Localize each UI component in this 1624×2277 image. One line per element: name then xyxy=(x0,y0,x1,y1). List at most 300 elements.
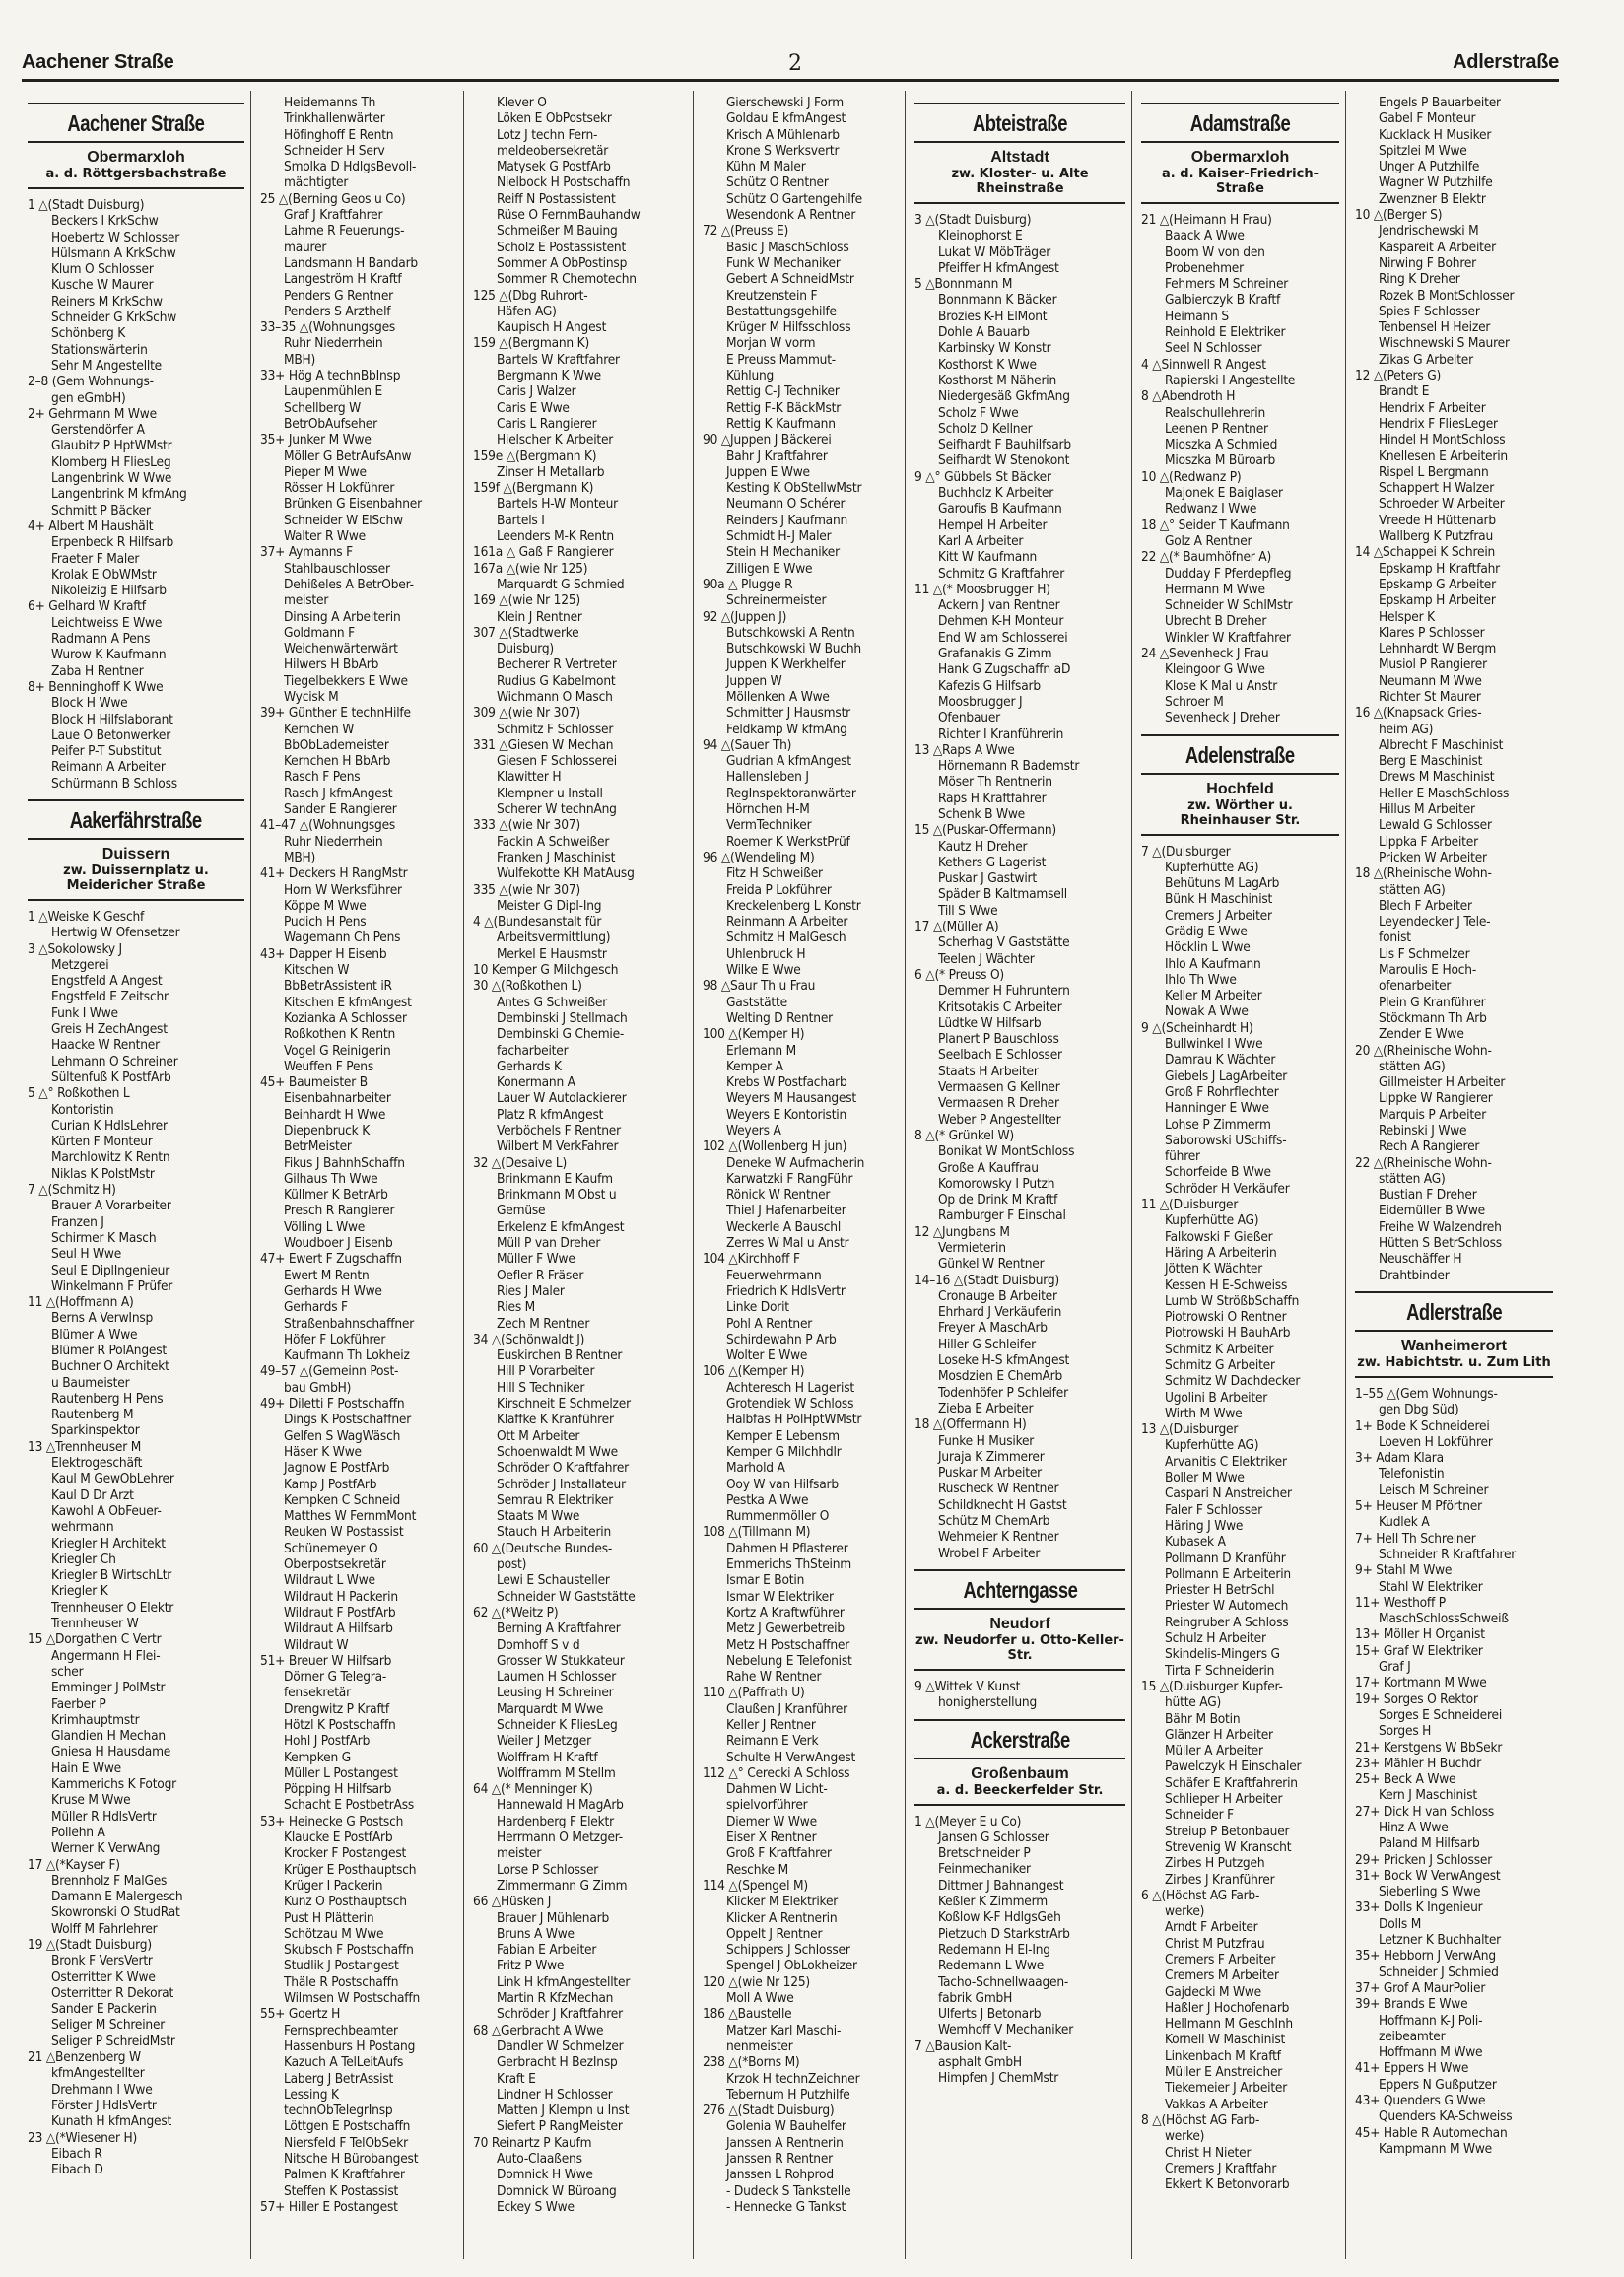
column-1 xyxy=(20,91,250,2269)
directory-entry: 92 △(Juppen J) xyxy=(703,608,787,625)
directory-entry: Gerhards H Wwe xyxy=(284,1282,382,1299)
directory-entry: Reinhold E Elektriker xyxy=(1165,324,1286,341)
directory-entry: fabrik GmbH xyxy=(938,1989,1013,2006)
directory-entry: Semrau R Elektriker xyxy=(497,1491,614,1508)
directory-entry: Raps H Kraftfahrer xyxy=(938,790,1047,806)
directory-entry: Skindelis-Mingers G xyxy=(1165,1646,1280,1663)
directory-entry: Deneke W Aufmacherin xyxy=(726,1154,865,1171)
column-7 xyxy=(1347,91,1559,2269)
directory-entry: Feuerwehrmann xyxy=(726,1267,822,1283)
directory-entry: 15 △(Puskar-Offermann) xyxy=(914,822,1056,839)
directory-entry: 9 △° Gübbels St Bäcker xyxy=(914,468,1051,485)
directory-entry: Redemann L Wwe xyxy=(938,1958,1045,1974)
directory-entry: Hannewald H MagArb xyxy=(497,1797,624,1814)
directory-entry: 41+ Eppers H Wwe xyxy=(1355,2060,1469,2077)
directory-entry: Gilhaus Th Wwe xyxy=(284,1170,378,1187)
column-6 xyxy=(1133,91,1345,2269)
directory-entry: Juppen K Werkhelfer xyxy=(726,656,846,673)
directory-entry: Erpenbeck R Hilfsarb xyxy=(51,534,174,551)
directory-entry: Leusing H Schreiner xyxy=(497,1685,614,1701)
directory-entry: Domnick H Wwe xyxy=(497,2167,593,2183)
entry-list xyxy=(473,95,687,2215)
directory-entry: 13 △(Duisburger xyxy=(1141,1421,1239,1438)
directory-entry: Beinhardt H Wwe xyxy=(284,1106,386,1123)
directory-entry: 98 △Saur Th u Frau xyxy=(703,978,816,995)
directory-entry: Cremers J Kraftfahr xyxy=(1165,2160,1277,2176)
directory-entry: Rüse O FernmBauhandw xyxy=(497,207,641,224)
directory-entry: Lippka F Arbeiter xyxy=(1379,833,1478,850)
district-heading xyxy=(28,846,244,901)
directory-entry: 66 △Hüsken J xyxy=(473,1894,552,1910)
street-name: Ackerstraße xyxy=(970,1726,1070,1753)
directory-entry: Brinkmann E Kaufm xyxy=(497,1170,613,1187)
directory-entry: Marchlowitz K Rentn xyxy=(51,1149,170,1166)
directory-entry: 90a △ Plugge R xyxy=(703,576,793,592)
directory-entry: Kupferhütte AG) xyxy=(1165,1437,1259,1454)
directory-entry: Grotendiek W Schloss xyxy=(726,1396,854,1413)
directory-entry: Schröder O Kraftfahrer xyxy=(497,1460,629,1477)
directory-entry: Blech F Arbeiter xyxy=(1379,897,1472,914)
directory-entry: Ulferts J Betonarb xyxy=(938,2006,1042,2023)
directory-entry: 41+ Deckers H RangMstr xyxy=(260,865,408,882)
directory-entry: 43+ Dapper H Eisenb xyxy=(260,945,387,962)
directory-entry: Tiekemeier J Arbeiter xyxy=(1165,2080,1288,2097)
directory-entry: Haßler J Hochofenarb xyxy=(1165,1999,1290,2016)
directory-entry: Matthes W FernmMont xyxy=(284,1508,417,1525)
directory-entry: Löken E ObPostsekr xyxy=(497,110,612,127)
directory-entry: hütte AG) xyxy=(1165,1694,1222,1711)
directory-entry: Juppen W xyxy=(726,672,782,689)
directory-entry: - Hennecke G Tankst xyxy=(726,2198,846,2215)
directory-entry: Albrecht F Maschinist xyxy=(1379,736,1504,753)
directory-entry: Neuschäffer H xyxy=(1379,1251,1462,1268)
directory-entry: 5 △Bonnmann M xyxy=(914,276,1013,293)
directory-entry: Klaffke K Kranführer xyxy=(497,1412,614,1428)
district-sub: zw. Neudorfer u. Otto-Keller-Str. xyxy=(915,1632,1124,1663)
directory-entry: 108 △(Tillmann M) xyxy=(703,1524,811,1541)
district-name: Altstadt xyxy=(990,149,1049,166)
directory-entry: Kemper A xyxy=(726,1058,783,1074)
directory-entry: Ekkert K Betonvorarb xyxy=(1165,2176,1290,2193)
directory-entry: Schütz O Rentner xyxy=(726,174,829,191)
directory-entry: Bruns A Wwe xyxy=(497,1925,575,1942)
directory-entry: Schröder H Verkäufer xyxy=(1165,1180,1290,1197)
directory-entry: Keller M Arbeiter xyxy=(1165,988,1262,1004)
directory-entry: Martin R KfzMechan xyxy=(497,1990,614,2007)
directory-entry: Blümer A Wwe xyxy=(51,1326,138,1343)
directory-entry: Peifer P-T Substitut xyxy=(51,743,162,760)
directory-entry: Wolff M Fahrlehrer xyxy=(51,1920,158,1937)
directory-entry: Brinkmann M Obst u xyxy=(497,1187,617,1204)
directory-entry: Gerstendörfer A xyxy=(51,422,145,439)
directory-entry: Plein G Kranführer xyxy=(1379,994,1486,1010)
directory-entry: 60 △(Deutsche Bundes- xyxy=(473,1540,613,1556)
directory-entry: 39+ Günther E technHilfe xyxy=(260,705,411,722)
directory-entry: Hinz A Wwe xyxy=(1379,1819,1449,1835)
directory-entry: 6 △(Höchst AG Farb- xyxy=(1141,1887,1260,1903)
directory-entry: Vogel G Reinigerin xyxy=(284,1042,391,1059)
directory-entry: Vermieterin xyxy=(938,1240,1006,1256)
directory-entry: Wildraut A Hilfsarb xyxy=(284,1621,393,1637)
street-heading xyxy=(28,103,244,143)
directory-entry: ofenarbeiter xyxy=(1379,978,1452,995)
directory-entry: 7+ Hell Th Schreiner xyxy=(1355,1530,1476,1547)
directory-entry: Schürmann B Schloss xyxy=(51,775,177,792)
directory-entry: Seul E DiplIngenieur xyxy=(51,1262,170,1278)
directory-entry: Gabel F Monteur xyxy=(1379,110,1476,127)
directory-entry: 7 △Bausion Kalt- xyxy=(914,2037,1012,2054)
directory-entry: Gudrian A kfmAngest xyxy=(726,753,851,770)
directory-entry: Pestka A Wwe xyxy=(726,1491,809,1508)
directory-entry: Metzgerei xyxy=(51,956,109,973)
directory-entry: Ismar E Botin xyxy=(726,1572,805,1589)
directory-entry: Damann E Malergesch xyxy=(51,1889,183,1905)
directory-entry: 21 △Benzenberg W xyxy=(28,2049,141,2066)
directory-entry: Fernsprechbeamter xyxy=(284,2022,398,2038)
directory-entry: Lindner H Schlosser xyxy=(497,2086,613,2103)
directory-entry: Rasch F Pens xyxy=(284,769,361,786)
directory-entry: Komorowsky I Putzh xyxy=(938,1175,1055,1192)
directory-entry: Pollmann E Arbeiterin xyxy=(1165,1565,1291,1582)
column-divider xyxy=(463,91,464,2259)
directory-entry: Schneider J Schmied xyxy=(1379,1964,1499,1980)
directory-entry: Bünk H Maschinist xyxy=(1165,891,1273,908)
directory-entry: Eiser X Rentner xyxy=(726,1829,817,1846)
directory-entry: Gillmeister H Arbeiter xyxy=(1379,1074,1506,1091)
district-name: Hochfeld xyxy=(1206,780,1274,797)
directory-entry: Weyers A xyxy=(726,1123,781,1138)
directory-entry: 22 △(* Baumhöfner A) xyxy=(1141,549,1272,566)
directory-entry: Ott M Arbeiter xyxy=(497,1427,580,1444)
entry-list xyxy=(260,95,457,2215)
directory-entry: BbBetrAssistent iR xyxy=(284,978,392,995)
directory-entry: Kühn M Maler xyxy=(726,159,806,175)
directory-entry: Domnick W Büroang xyxy=(497,2182,617,2199)
directory-entry: Gemüse xyxy=(497,1203,546,1219)
directory-entry: Hellmann M GeschInh xyxy=(1165,2016,1293,2033)
directory-entry: Dembinski G Chemie- xyxy=(497,1026,625,1043)
directory-entry: 25+ Beck A Wwe xyxy=(1355,1771,1456,1788)
directory-entry: 18 △° Seider T Kaufmann xyxy=(1141,517,1290,533)
directory-entry: Dittmer J Bahnangest xyxy=(938,1877,1064,1894)
directory-entry: Hielscher K Arbeiter xyxy=(497,432,614,448)
directory-entry: 13+ Möller H Organist xyxy=(1355,1626,1485,1643)
directory-entry: Kitschen W xyxy=(284,962,350,979)
directory-entry: Scholz F Wwe xyxy=(938,404,1019,421)
directory-entry: Gaststätte xyxy=(726,994,787,1010)
directory-entry: 35+ Hebborn J VerwAng xyxy=(1355,1948,1496,1965)
directory-entry: Zilligen E Wwe xyxy=(726,560,813,577)
street-heading xyxy=(914,103,1125,143)
directory-entry: Kühlung xyxy=(726,368,775,384)
directory-entry: Wemhoff V Mechaniker xyxy=(938,2022,1074,2038)
directory-entry: Krüger E Posthauptsch xyxy=(284,1861,417,1878)
entry-list xyxy=(1141,844,1339,2193)
directory-entry: meister xyxy=(497,1845,542,1862)
directory-entry: Falkowski F Gießer xyxy=(1165,1228,1273,1245)
directory-entry: 10 Kemper G Milchgesch xyxy=(473,962,619,979)
directory-entry: Kunz O Posthauptsch xyxy=(284,1894,407,1910)
directory-entry: 18 △(Offermann H) xyxy=(914,1416,1027,1433)
directory-entry: Caris E Wwe xyxy=(497,399,570,416)
directory-entry: Kriegler Ch xyxy=(51,1551,116,1567)
directory-entry: Freihe W Walzendreh xyxy=(1379,1218,1502,1235)
directory-entry: Brauer J Mühlenarb xyxy=(497,1909,610,1926)
directory-entry: 8 △(* Grünkel W) xyxy=(914,1127,1014,1143)
district-name: Neudorf xyxy=(989,1615,1050,1632)
directory-entry: BetrObAufseher xyxy=(284,415,377,432)
directory-entry: Koßlow K-F HdlgsGeh xyxy=(938,1909,1061,1926)
directory-entry: Bonikat W MontSchloss xyxy=(938,1143,1075,1160)
directory-entry: Zinser H Metallarb xyxy=(497,463,605,480)
directory-entry: Brandt E xyxy=(1379,383,1430,400)
directory-entry: Reimann A Arbeiter xyxy=(51,759,166,776)
directory-entry: Schäfer E Kraftfahrerin xyxy=(1165,1774,1298,1791)
directory-entry: Schneider W Gaststätte xyxy=(497,1588,636,1605)
directory-entry: Nikoleizig E Hilfsarb xyxy=(51,583,167,599)
directory-entry: Zender E Wwe xyxy=(1379,1026,1464,1043)
directory-entry: Osterritter R Dekorat xyxy=(51,1984,174,2001)
directory-entry: Richter I Kranführerin xyxy=(938,725,1064,742)
directory-entry: Skubsch F Postschaffn xyxy=(284,1942,414,1959)
directory-entry: Spitzlei M Wwe xyxy=(1379,142,1467,159)
directory-entry: Stöckmann Th Arb xyxy=(1379,1009,1487,1026)
directory-entry: Woudboer J Eisenb xyxy=(284,1235,393,1252)
district-sub: a. d. Röttgersbachstraße xyxy=(45,167,227,181)
directory-entry: Ries J Maler xyxy=(497,1282,565,1299)
district-heading xyxy=(1141,781,1339,836)
directory-entry: Christ M Putzfrau xyxy=(1165,1935,1265,1952)
directory-entry: Nebelung E Telefonist xyxy=(726,1652,852,1669)
directory-entry: Tenbensel H Heizer xyxy=(1379,319,1491,336)
directory-entry: 53+ Heinecke G Postsch xyxy=(260,1813,404,1829)
directory-entry: Engels P Bauarbeiter xyxy=(1379,95,1501,110)
directory-entry: Wirth M Wwe xyxy=(1165,1405,1243,1421)
directory-entry: Kleinophorst E xyxy=(938,228,1023,244)
directory-entry: Späder B Kaltmamsell xyxy=(938,886,1067,903)
directory-entry: Gebert A SchneidMstr xyxy=(726,271,854,288)
directory-entry: Rummenmöller O xyxy=(726,1508,830,1525)
directory-entry: Neumann M Wwe xyxy=(1379,672,1482,689)
directory-entry: Konermann A xyxy=(497,1074,575,1091)
directory-entry: Dörner G Telegra- xyxy=(284,1669,387,1686)
directory-entry: Linke Dorit xyxy=(726,1299,789,1316)
directory-entry: Gierschewski J Form xyxy=(726,95,844,110)
street-name: Aakerfährstraße xyxy=(70,806,202,833)
directory-entry: 13 △Raps A Wwe xyxy=(914,741,1015,758)
directory-entry: 6 △(* Preuss O) xyxy=(914,966,1005,983)
directory-entry: Nielbock H Postschaffn xyxy=(497,174,631,191)
directory-entry: 11 △(Duisburger xyxy=(1141,1197,1239,1213)
column-2 xyxy=(252,91,463,2269)
directory-entry: Wischnewski S Maurer xyxy=(1379,335,1510,352)
entry-list xyxy=(28,909,244,2177)
directory-entry: Buchner O Architekt xyxy=(51,1358,169,1375)
directory-entry: Kürten F Monteur xyxy=(51,1134,153,1150)
directory-entry: 49–57 △(Gemeinn Post- xyxy=(260,1363,399,1380)
directory-entry: 32 △(Desaive L) xyxy=(473,1154,568,1171)
directory-entry: Wulfekotte KH MatAusg xyxy=(497,865,635,882)
directory-entry: 18 △(Rheinische Wohn- xyxy=(1355,865,1492,882)
directory-entry: honigherstellung xyxy=(938,1694,1038,1711)
directory-entry: Eidemüller B Wwe xyxy=(1379,1203,1486,1219)
directory-entry: Schenk B Wwe xyxy=(938,805,1025,822)
directory-entry: 12 △Jungbans M xyxy=(914,1223,1010,1240)
directory-entry: Ruhr Niederrhein xyxy=(284,335,383,352)
directory-entry: Glaubitz P HptWMstr xyxy=(51,438,172,454)
directory-entry: Müller A Arbeiter xyxy=(1165,1743,1263,1760)
directory-entry: Telefonistin xyxy=(1379,1466,1445,1483)
directory-entry: Seel N Schlosser xyxy=(1165,340,1262,357)
directory-entry: Schönberg K xyxy=(51,325,126,342)
directory-entry: 238 △(*Borns M) xyxy=(703,2054,800,2071)
directory-entry: 9 △(Scheinhardt H) xyxy=(1141,1019,1253,1036)
directory-entry: 4 △(Bundesanstalt für xyxy=(473,914,602,931)
directory-entry: Winkelmann F Prüfer xyxy=(51,1277,173,1294)
directory-entry: BbObLademeister xyxy=(284,736,389,753)
directory-entry: Krolak E ObWMstr xyxy=(51,566,157,583)
directory-entry: 6+ Gelhard W Kraftf xyxy=(28,598,146,615)
directory-entry: 3 △(Stadt Duisburg) xyxy=(914,212,1032,228)
directory-entry: Kortz A Kraftwführer xyxy=(726,1604,845,1621)
directory-entry: Krebs W Postfacharb xyxy=(726,1074,847,1091)
directory-entry: Klempner u Install xyxy=(497,785,603,801)
directory-entry: 19 △(Stadt Duisburg) xyxy=(28,1936,152,1953)
directory-entry: Sevenheck J Dreher xyxy=(1165,710,1280,726)
directory-entry: Kreutzenstein F xyxy=(726,287,818,304)
entry-list xyxy=(914,1814,1125,2087)
directory-entry: Zaba H Rentner xyxy=(51,662,144,679)
directory-entry: 104 △Kirchhoff F xyxy=(703,1251,800,1268)
directory-entry: Bronk F VersVertr xyxy=(51,1953,153,1969)
directory-entry: Zimmermann G Zimm xyxy=(497,1877,628,1894)
directory-entry: Hoebertz W Schlosser xyxy=(51,229,180,245)
column-3 xyxy=(465,91,693,2269)
directory-entry: Müller L Postangest xyxy=(284,1764,398,1781)
directory-entry: 8 △Abendroth H xyxy=(1141,388,1236,405)
directory-entry: Dahmen H Pflasterer xyxy=(726,1540,848,1556)
directory-entry: Pawelczyk H Einschaler xyxy=(1165,1759,1302,1775)
directory-entry: Blümer R PolAngest xyxy=(51,1343,168,1358)
directory-entry: Löttgen E Postschaffn xyxy=(284,2118,411,2135)
directory-entry: 1–55 △(Gem Wohnungs- xyxy=(1355,1385,1498,1402)
directory-entry: Greis H ZechAngest xyxy=(51,1021,168,1038)
directory-entry: Hülsmann A KrkSchw xyxy=(51,244,176,261)
directory-entry: Thiel J Hafenarbeiter xyxy=(726,1203,846,1219)
directory-entry: 11 △(Hoffmann A) xyxy=(28,1294,134,1311)
directory-entry: Schappert H Walzer xyxy=(1379,480,1495,497)
directory-entry: Grädig E Wwe xyxy=(1165,923,1248,939)
directory-entry: 335 △(wie Nr 307) xyxy=(473,881,580,898)
district-sub: a. d. Kaiser-Friedrich-Straße xyxy=(1162,167,1319,196)
directory-entry: Cremers F Arbeiter xyxy=(1165,1951,1276,1967)
directory-entry: Linkenbach M Kraftf xyxy=(1165,2047,1281,2064)
directory-entry: Juraja K Zimmerer xyxy=(938,1448,1045,1465)
directory-entry: Schlieper H Arbeiter xyxy=(1165,1791,1283,1808)
directory-entry: Laumen H Schlosser xyxy=(497,1669,617,1686)
directory-entry: Zieba E Arbeiter xyxy=(938,1400,1034,1416)
directory-entry: Pietzuch D StarkstrArb xyxy=(938,1925,1070,1942)
directory-entry: Trennheuser W xyxy=(51,1616,139,1632)
directory-entry: 24 △Sevenheck J Frau xyxy=(1141,646,1269,662)
directory-entry: technObTelegrInsp xyxy=(284,2103,393,2119)
directory-entry: Kupferhütte AG) xyxy=(1165,1212,1259,1229)
directory-entry: Damrau K Wächter xyxy=(1165,1052,1276,1069)
directory-entry: Penders S Arzthelf xyxy=(284,303,391,319)
directory-entry: Zwenzner B Elektr xyxy=(1379,190,1486,207)
directory-entry: Pricken W Arbeiter xyxy=(1379,849,1487,865)
column-divider xyxy=(1345,91,1346,2259)
directory-entry: Nowak A Wwe xyxy=(1165,1003,1249,1020)
directory-entry: Klose K Mal u Anstr xyxy=(1165,677,1278,694)
directory-entry: Duisburg) xyxy=(497,641,554,657)
directory-entry: Ismar W Elektriker xyxy=(726,1588,834,1605)
directory-entry: Schröder J Installateur xyxy=(497,1476,626,1492)
directory-entry: Schmitz G Kraftfahrer xyxy=(938,565,1065,582)
directory-entry: Sorges H xyxy=(1379,1723,1432,1740)
directory-entry: Fehmers M Schreiner xyxy=(1165,276,1289,293)
directory-entry: Wolfframm M Stellm xyxy=(497,1764,616,1781)
directory-entry: Presch R Rangierer xyxy=(284,1203,395,1219)
directory-entry: Radmann A Pens xyxy=(51,631,151,648)
street-heading xyxy=(1355,1291,1553,1332)
directory-entry: 10 △(Berger S) xyxy=(1355,207,1443,224)
district-sub: zw. Duissernplatz u. Meidericher Straße xyxy=(63,862,209,893)
directory-entry: Nitsche H Bürobangest xyxy=(284,2151,419,2167)
directory-entry: 23+ Mähler H Buchdr xyxy=(1355,1755,1482,1771)
directory-entry: spielvorführer xyxy=(726,1797,808,1814)
directory-entry: 30 △(Roßkothen L) xyxy=(473,978,582,995)
directory-entry: Sehr M Angestellte xyxy=(51,357,163,374)
directory-entry: Pust H Plätterin xyxy=(284,1909,374,1926)
directory-entry: Rudius G Kabelmont xyxy=(497,672,616,689)
directory-entry: 49+ Diletti F Postschaffn xyxy=(260,1396,405,1413)
directory-entry: Giebels J LagArbeiter xyxy=(1165,1068,1288,1084)
directory-entry: Rautenberg H Pens xyxy=(51,1390,164,1407)
directory-entry: Schroer M xyxy=(1165,693,1224,710)
directory-entry: Hindel H MontSchloss xyxy=(1379,432,1506,448)
directory-entry: Behütuns M LagArb xyxy=(1165,875,1280,892)
directory-entry: Völling L Wwe xyxy=(284,1218,366,1235)
directory-entry: Eppers N Gußputzer xyxy=(1379,2076,1497,2093)
street-name: Adlerstraße xyxy=(1405,1298,1502,1325)
directory-entry: Engstfeld E Zeitschr xyxy=(51,989,169,1005)
directory-entry: Matten J Klempn u Inst xyxy=(497,2103,630,2119)
street-name: Adamstraße xyxy=(1189,110,1291,136)
directory-entry: Seifhardt W Stenokont xyxy=(938,452,1070,469)
district-heading xyxy=(914,149,1125,204)
directory-entry: 45+ Hable R Automechan xyxy=(1355,2124,1508,2141)
directory-entry: Graf J Kraftfahrer xyxy=(284,207,383,224)
directory-entry: Goldau E kfmAngest xyxy=(726,110,846,127)
directory-entry: Haacke W Rentner xyxy=(51,1037,160,1054)
directory-entry: Lorse P Schlosser xyxy=(497,1861,599,1878)
directory-entry: Ihlo Th Wwe xyxy=(1165,971,1237,988)
column-divider xyxy=(250,91,251,2259)
directory-entry: Wildraut H Packerin xyxy=(284,1588,398,1605)
directory-entry: Marquis P Arbeiter xyxy=(1379,1106,1487,1123)
directory-entry: Seliger P SchreidMstr xyxy=(51,2033,175,2049)
directory-entry: Golz A Rentner xyxy=(1165,532,1252,549)
directory-entry: Krocker F Postangest xyxy=(284,1845,407,1862)
directory-entry: Funk W Mechaniker xyxy=(726,254,841,271)
directory-entry: 186 △Baustelle xyxy=(703,2006,792,2023)
directory-entry: wehrmann xyxy=(51,1519,114,1536)
directory-entry: Möser Th Rentnerin xyxy=(938,774,1052,791)
directory-entry: Pohl A Rentner xyxy=(726,1315,813,1332)
directory-entry: Kemper G Milchhdlr xyxy=(726,1443,842,1460)
directory-entry: Nirwing F Bohrer xyxy=(1379,254,1476,271)
